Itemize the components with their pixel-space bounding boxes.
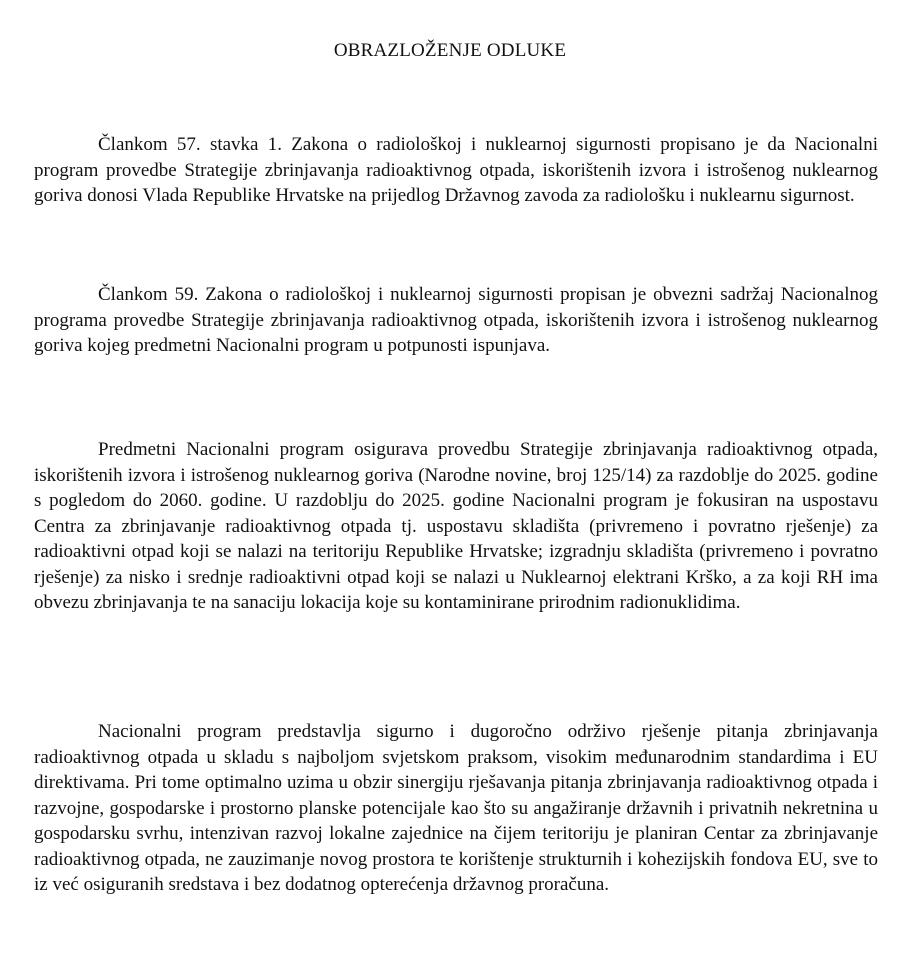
document-title: OBRAZLOŽENJE ODLUKE xyxy=(333,40,567,61)
paragraph-program-benefits: Nacionalni program predstavlja sigurno i dugoročno održivo rješenje pitanja zbrinjavanja radioaktivnog otpada u skladu s najboljom svjetskom praksom, visokim međunarodnim standardima i EU direktivama. Pri tome optimalno uzima u obzir sinergiju rješavanja pitanja zbrinjavanja radioaktivnog otpada i razvojne, gospodarske i prostorno planske potencijale kao što su angažiranje državnih i privatnih nekretnina u gospodarsku svrhu, intenzivan razvoj lokalne zajednice na čijem teritoriju je planiran Centar za zbrinjavanje radioaktivnog otpada, ne zauzimanje novog prostora te korištenje strukturnih i kohezijskih fondova EU, sve to iz već osiguranih sredstava i bez dodatnog opterećenja državnog proračuna. xyxy=(34,721,878,895)
paragraph-article-59: Člankom 59. Zakona o radiološkoj i nuklearnoj sigurnosti propisan je obvezni sadržaj Nacionalnog programa provedbe Strategije zbrinjavanja radioaktivnog otpada, iskorištenih izvora i istrošenog nuklearnog goriva kojeg predmetni Nacionalni program u potpunosti ispunjava. xyxy=(34,284,878,356)
paragraph-article-57: Člankom 57. stavka 1. Zakona o radiološkoj i nuklearnoj sigurnosti propisano je da Nacionalni program provedbe Strategije zbrinjavanja radioaktivnog otpada, iskorištenih izvora i istrošenog nuklearnog goriva donosi Vlada Republike Hrvatske na prijedlog Državnog zavoda za radiološku i nuklearnu sigurnost. xyxy=(34,134,878,206)
paragraph-program-scope: Predmetni Nacionalni program osigurava provedbu Strategije zbrinjavanja radioaktivnog otpada, iskorištenih izvora i istrošenog nuklearnog goriva (Narodne novine, broj 125/14) za razdoblje do 2025. godine s pogledom do 2060. godine. U razdoblju do 2025. godine Nacionalni program je fokusiran na uspostavu Centra za zbrinjavanje radioaktivnog otpada tj. uspostavu skladišta (privremeno i povratno rješenje) za radioaktivni otpad koji se nalazi na teritoriju Republike Hrvatske; izgradnju skladišta (privremeno i povratno rješenje) za nisko i srednje radioaktivni otpad koji se nalazi u Nuklearnoj elektrani Krško, a za koji RH ima obvezu zbrinjavanja te na sanaciju lokacija koje su kontaminirane prirodnim radionuklidima. xyxy=(34,439,878,613)
